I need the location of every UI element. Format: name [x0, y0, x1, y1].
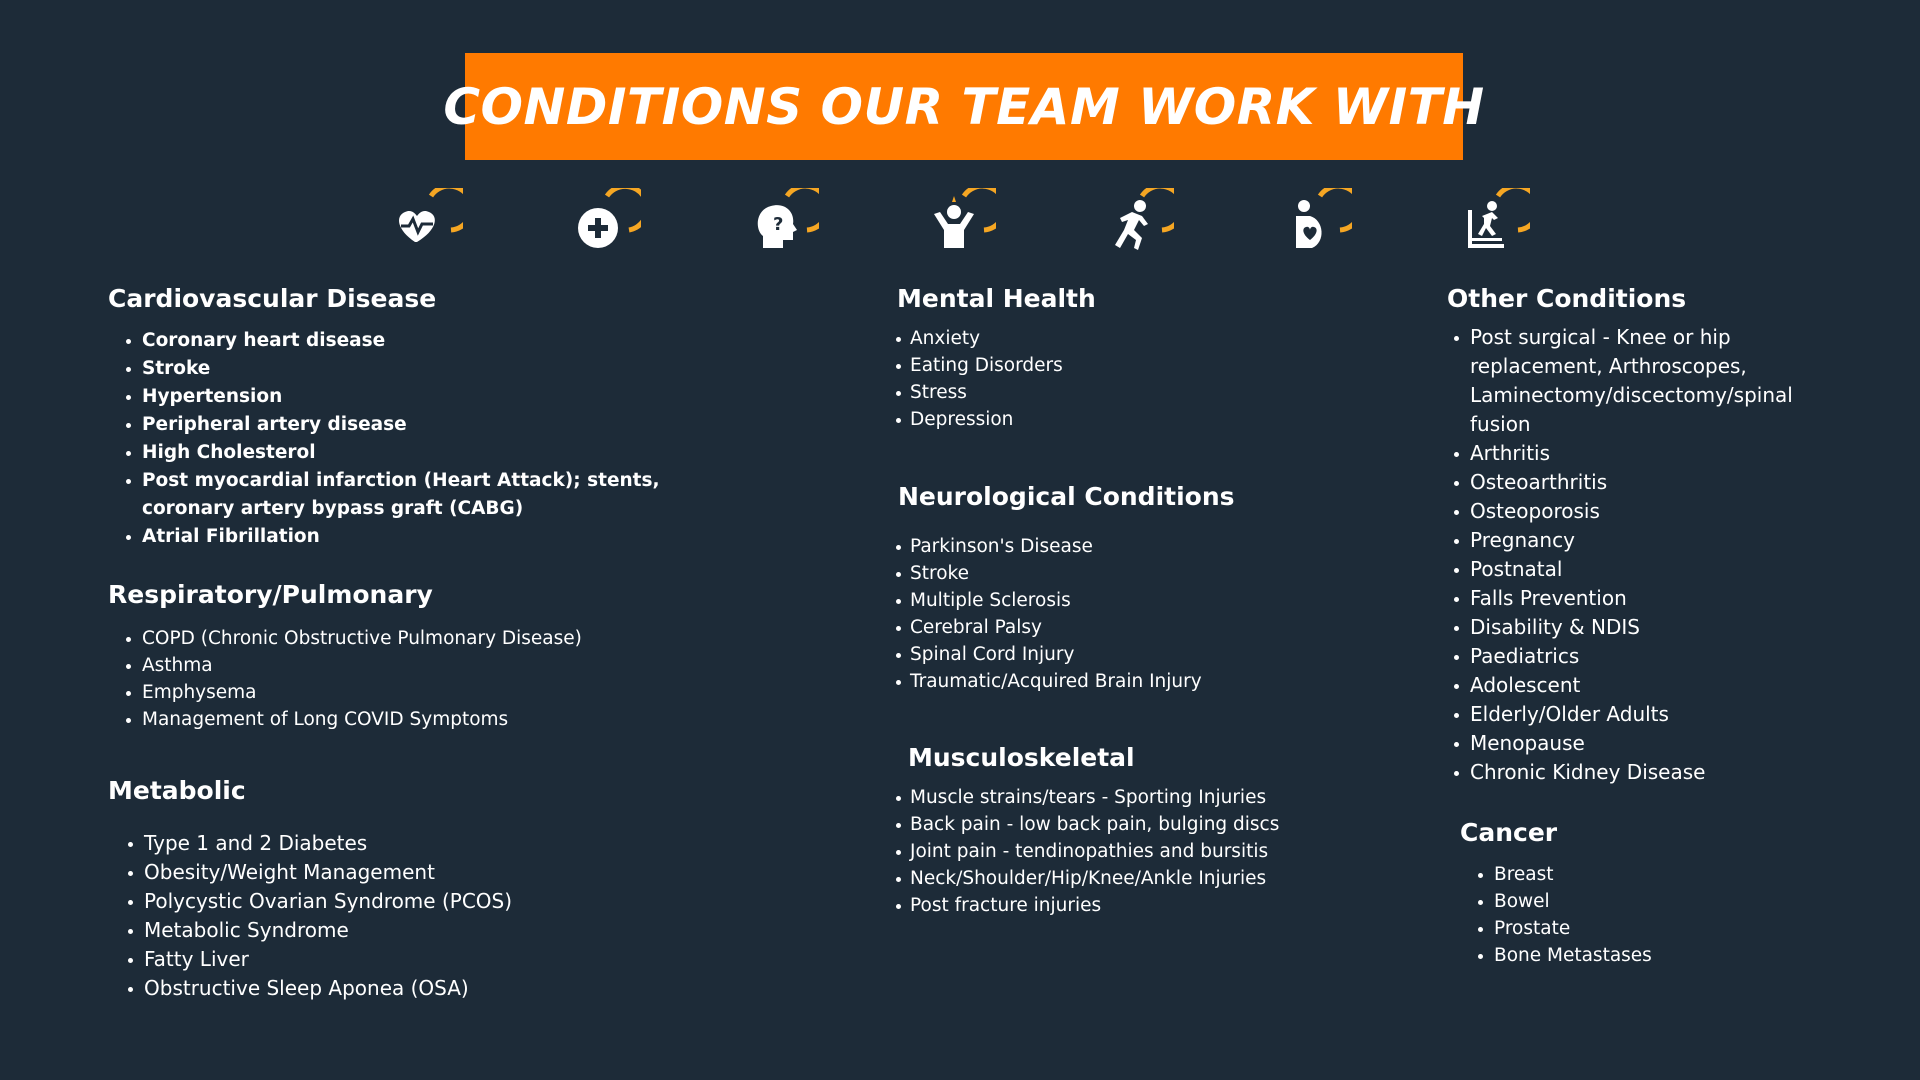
- list-item: Hypertension: [142, 383, 748, 411]
- list-item: Prostate: [1494, 915, 1860, 942]
- list-item: Obstructive Sleep Aponea (OSA): [144, 974, 748, 1003]
- list-item: Post myocardial infarction (Heart Attack); stents, coronary artery bypass graft (CABG): [142, 467, 702, 523]
- list-item: Obesity/Weight Management: [144, 858, 748, 887]
- list-item: Menopause: [1470, 729, 1867, 758]
- section-metabolic: [108, 776, 748, 1003]
- list-item: Polycystic Ovarian Syndrome (PCOS): [144, 887, 748, 916]
- medical-cross-icon: [571, 188, 641, 258]
- list-item: Metabolic Syndrome: [144, 916, 748, 945]
- section-heading: Respiratory/Pulmonary: [108, 580, 433, 609]
- list-item: Stroke: [142, 355, 748, 383]
- section-other-conditions: [1447, 284, 1867, 787]
- list-item: Post fracture injuries: [910, 892, 1388, 919]
- list-item: Postnatal: [1470, 555, 1867, 584]
- list-item: Joint pain - tendinopathies and bursitis: [910, 838, 1388, 865]
- list-item: Post surgical - Knee or hip replacement, Arthroscopes, Laminectomy/discectomy/spinal fusion: [1470, 323, 1810, 439]
- page-title: CONDITIONS OUR TEAM WORK WITH: [443, 77, 1485, 136]
- list-item: Traumatic/Acquired Brain Injury: [910, 668, 1378, 695]
- section-respiratory: [108, 580, 748, 733]
- section-heading: Other Conditions: [1447, 284, 1687, 313]
- list-item: Bowel: [1494, 888, 1860, 915]
- list-item: Spinal Cord Injury: [910, 641, 1378, 668]
- list-item: Fatty Liver: [144, 945, 748, 974]
- list-item: Paediatrics: [1470, 642, 1867, 671]
- list-item: Arthritis: [1470, 439, 1867, 468]
- list-item: Back pain - low back pain, bulging discs: [910, 811, 1388, 838]
- section-heading: Cardiovascular Disease: [108, 284, 437, 313]
- list-item: Eating Disorders: [910, 352, 1377, 379]
- list-item: Atrial Fibrillation: [142, 523, 748, 551]
- section-heading: Cancer: [1460, 818, 1558, 847]
- svg-text:?: ?: [773, 214, 784, 235]
- condition-list: [898, 533, 1378, 695]
- list-item: Stress: [910, 379, 1377, 406]
- list-item: COPD (Chronic Obstructive Pulmonary Disease): [142, 625, 748, 652]
- list-item: Type 1 and 2 Diabetes: [144, 829, 748, 858]
- list-item: Cerebral Palsy: [910, 614, 1378, 641]
- list-item: Falls Prevention: [1470, 584, 1867, 613]
- list-item: Multiple Sclerosis: [910, 587, 1378, 614]
- list-item: Peripheral artery disease: [142, 411, 748, 439]
- condition-list: [897, 325, 1377, 433]
- section-mental-health: [897, 284, 1377, 433]
- condition-list: [108, 327, 748, 551]
- list-item: Osteoarthritis: [1470, 468, 1867, 497]
- list-item: Muscle strains/tears - Sporting Injuries: [910, 784, 1388, 811]
- heart-rate-icon: [393, 188, 463, 258]
- condition-list: [1447, 323, 1867, 787]
- neurological-person-icon: [926, 188, 996, 258]
- section-heading: Neurological Conditions: [898, 482, 1235, 511]
- list-item: Depression: [910, 406, 1377, 433]
- condition-list: [1460, 861, 1860, 969]
- icons-row: [0, 188, 1920, 258]
- title-banner: [443, 53, 1485, 160]
- list-item: Osteoporosis: [1470, 497, 1867, 526]
- list-item: Disability & NDIS: [1470, 613, 1867, 642]
- treadmill-icon: [1460, 188, 1530, 258]
- section-heading: Metabolic: [108, 776, 246, 805]
- list-item: Asthma: [142, 652, 748, 679]
- list-item: Bone Metastases: [1494, 942, 1860, 969]
- section-heading: Mental Health: [897, 284, 1096, 313]
- section-neurological: [898, 482, 1378, 695]
- section-musculoskeletal: [908, 743, 1388, 919]
- list-item: Emphysema: [142, 679, 748, 706]
- list-item: High Cholesterol: [142, 439, 748, 467]
- list-item: Neck/Shoulder/Hip/Knee/Ankle Injuries: [910, 865, 1388, 892]
- running-person-icon: [1104, 188, 1174, 258]
- section-cardiovascular: [108, 284, 748, 551]
- section-heading: Musculoskeletal: [908, 743, 1135, 772]
- list-item: Coronary heart disease: [142, 327, 748, 355]
- list-item: Management of Long COVID Symptoms: [142, 706, 748, 733]
- list-item: Stroke: [910, 560, 1378, 587]
- list-item: Elderly/Older Adults: [1470, 700, 1867, 729]
- mental-health-head-icon: [749, 188, 819, 258]
- condition-list: [108, 829, 748, 1003]
- condition-list: [908, 784, 1388, 919]
- list-item: Breast: [1494, 861, 1860, 888]
- list-item: Parkinson's Disease: [910, 533, 1378, 560]
- list-item: Pregnancy: [1470, 526, 1867, 555]
- condition-list: [108, 625, 748, 733]
- list-item: Adolescent: [1470, 671, 1867, 700]
- pregnancy-icon: [1282, 188, 1352, 258]
- list-item: Chronic Kidney Disease: [1470, 758, 1867, 787]
- list-item: Anxiety: [910, 325, 1377, 352]
- section-cancer: [1460, 818, 1860, 969]
